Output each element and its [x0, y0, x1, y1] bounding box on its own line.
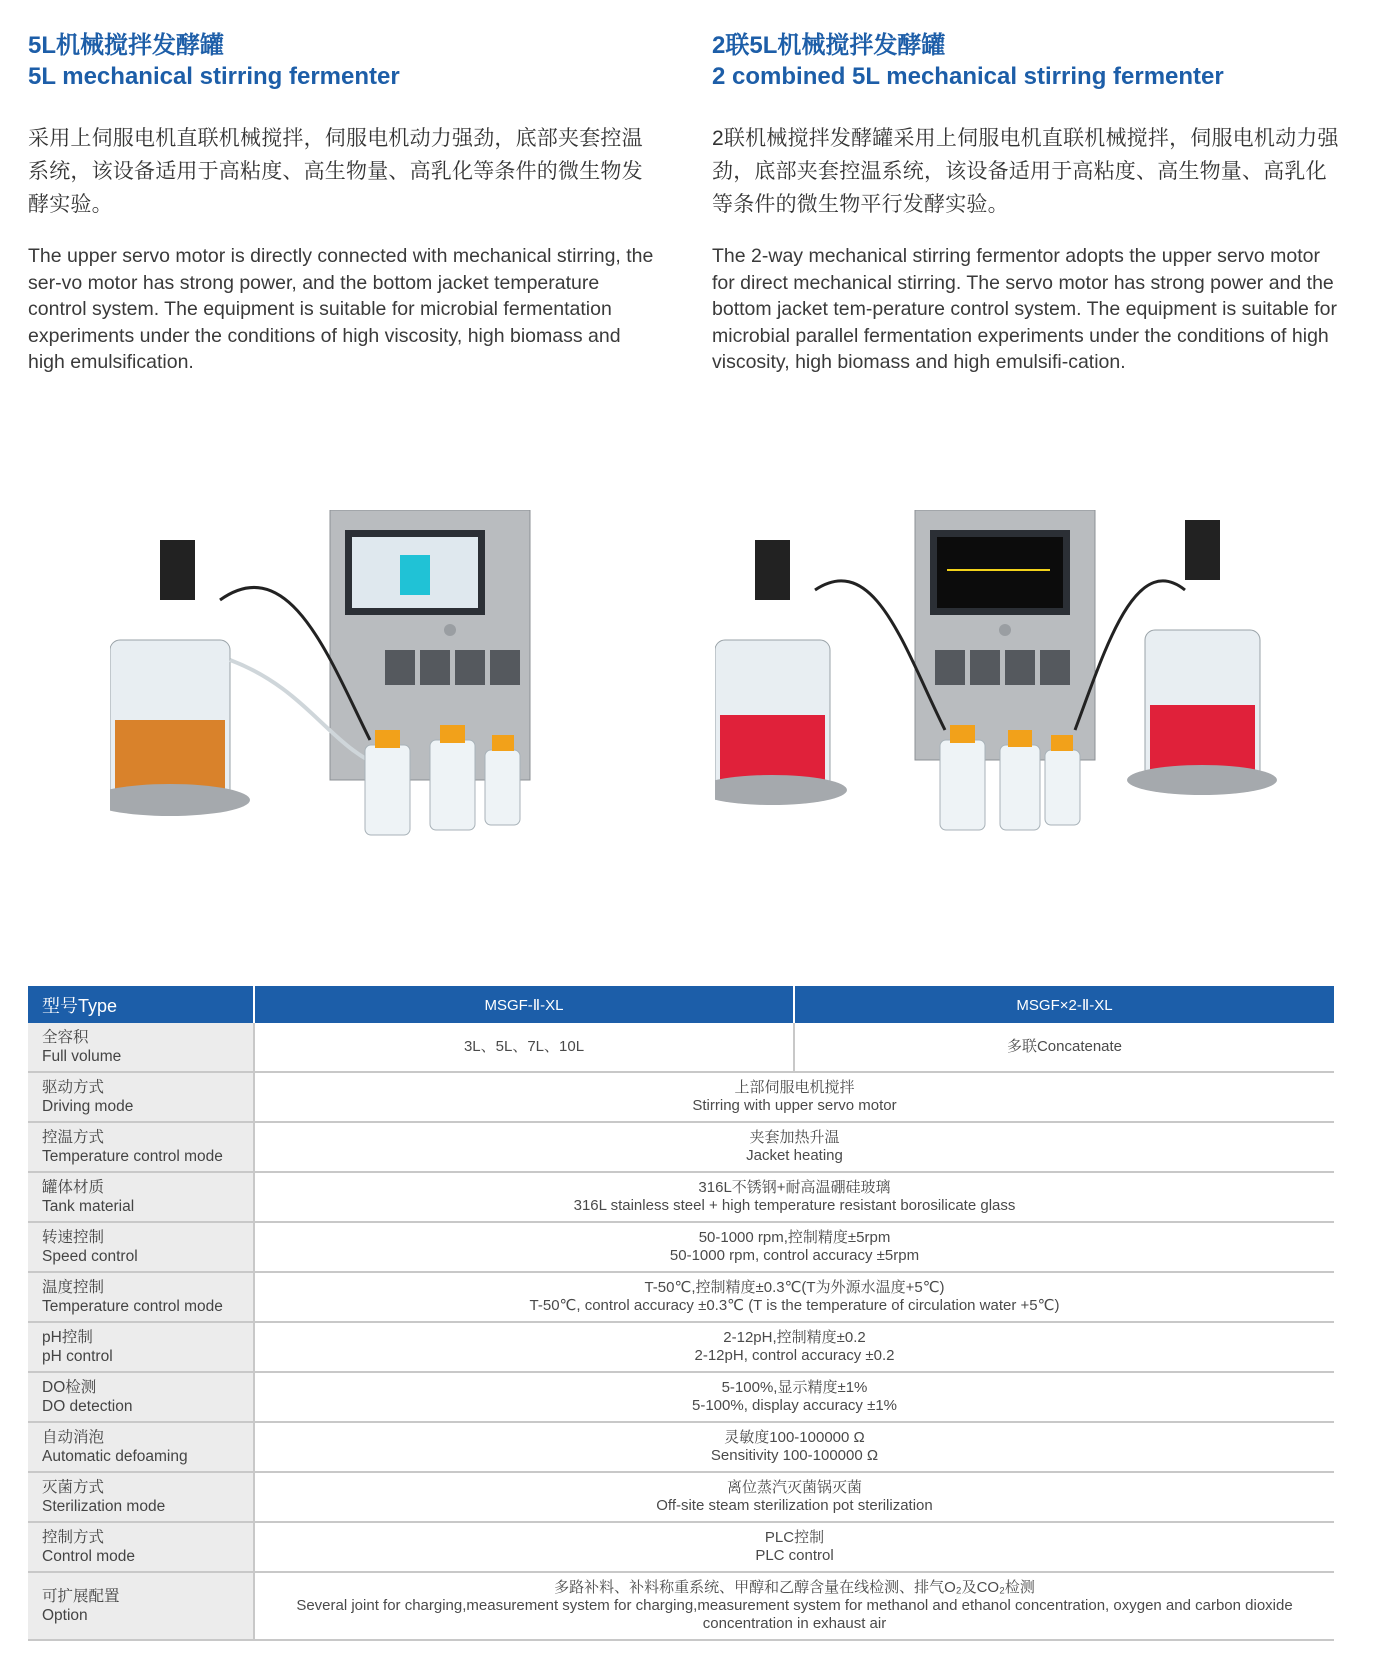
row-value	[254, 1172, 1334, 1222]
row-value-cn: 50-1000 rpm,控制精度±5rpm	[698, 1229, 891, 1246]
right-title-cn: 2联5L机械搅拌发酵罐	[712, 32, 946, 59]
row-label	[28, 1322, 254, 1372]
row-label-en: DO detection	[42, 1398, 133, 1415]
row-value-dual: 多联Concatenate	[794, 1023, 1334, 1072]
row-label-cn: 转速控制	[42, 1229, 105, 1246]
row-value-en: 2-12pH, control accuracy ±0.2	[694, 1347, 895, 1364]
row-label-en: pH control	[42, 1348, 113, 1365]
row-label	[28, 1422, 254, 1472]
row-value	[254, 1272, 1334, 1322]
row-label-cn: 自动消泡	[42, 1429, 105, 1446]
table-row	[28, 1372, 1334, 1422]
row-value-en: 5-100%, display accuracy ±1%	[692, 1397, 897, 1414]
table-row	[28, 1122, 1334, 1172]
row-label-en: Option	[42, 1607, 88, 1624]
row-value-cn: 2-12pH,控制精度±0.2	[723, 1329, 866, 1346]
header-model-single: MSGF-Ⅱ-XL	[254, 986, 794, 1023]
table-row	[28, 1172, 1334, 1222]
row-label-en: Temperature control mode	[42, 1298, 223, 1315]
table-row	[28, 1472, 1334, 1522]
row-value-cn: T-50℃,控制精度±0.3℃(T为外源水温度+5℃)	[644, 1279, 945, 1296]
row-value-en: Jacket heating	[746, 1147, 843, 1164]
row-value-en: 50-1000 rpm, control accuracy ±5rpm	[669, 1247, 920, 1264]
row-value-cn: 夹套加热升温	[749, 1129, 840, 1146]
row-value	[254, 1522, 1334, 1572]
row-label	[28, 1172, 254, 1222]
row-value	[254, 1422, 1334, 1472]
header-model-dual: MSGF×2-Ⅱ-XL	[794, 986, 1334, 1023]
row-value	[254, 1322, 1334, 1372]
table-row	[28, 1023, 1334, 1072]
row-label-en: Temperature control mode	[42, 1148, 223, 1165]
row-label	[28, 1072, 254, 1122]
row-label	[28, 1023, 254, 1072]
row-value	[254, 1472, 1334, 1522]
row-label-cn: 控制方式	[42, 1529, 105, 1546]
table-row	[28, 1522, 1334, 1572]
red-broth-left	[720, 715, 825, 780]
row-value-en: T-50℃, control accuracy ±0.3℃ (T is the temperature of circulation water +5℃)	[529, 1297, 1060, 1314]
row-label-en: Automatic defoaming	[42, 1448, 188, 1465]
row-value-cn: PLC控制	[764, 1529, 825, 1546]
row-value-en: Off-site steam sterilization pot sterilization	[656, 1497, 933, 1514]
right-description-en: The 2-way mechanical stirring fermentor adopts the upper servo motor for direct mechanical stirring. The servo motor has strong power and the bottom jacket tem-perature control system. The equipment is suitable for microbial parallel fermentation experiments under the conditions of high viscosity, high biomass and high emulsifi-cation.	[712, 245, 1338, 373]
table-row	[28, 1222, 1334, 1272]
row-label	[28, 1472, 254, 1522]
row-label-en: Control mode	[42, 1548, 136, 1565]
row-label	[28, 1122, 254, 1172]
row-value	[254, 1372, 1334, 1422]
row-label	[28, 1572, 254, 1640]
row-label-cn: 温度控制	[42, 1279, 105, 1296]
row-label-cn: pH控制	[42, 1329, 93, 1346]
row-label-en: Tank material	[42, 1198, 135, 1215]
left-description-en: The upper servo motor is directly connected with mechanical stirring, the ser-vo motor has strong power, and the bottom jacket temperature control system. The equipment is suitable for microbial fermentation experiments under the conditions of high viscosity, high biomass and high emulsification.	[28, 245, 654, 373]
row-value	[254, 1222, 1334, 1272]
row-label	[28, 1372, 254, 1422]
right-title-en: 2 combined 5L mechanical stirring fermenter	[712, 63, 1224, 90]
row-value-en: 316L stainless steel + high temperature resistant borosilicate glass	[573, 1197, 1016, 1214]
row-value-en: Several joint for charging,measurement system for charging,measurement system for methanol and ethanol concentration, oxygen and carbon dioxide concentration in exhaust air	[296, 1597, 1293, 1632]
row-value-cn: 灵敏度100-100000 Ω	[724, 1429, 865, 1446]
row-label-cn: 可扩展配置	[42, 1588, 120, 1605]
dual-fermenter-photo	[715, 510, 1335, 890]
row-value-en: PLC control	[755, 1547, 834, 1564]
row-label-en: Driving mode	[42, 1098, 134, 1115]
table-row	[28, 1272, 1334, 1322]
row-label-en: Sterilization mode	[42, 1498, 166, 1515]
row-label	[28, 1272, 254, 1322]
row-value-en: Sensitivity 100-100000 Ω	[710, 1447, 879, 1464]
row-value-cn: 5-100%,显示精度±1%	[721, 1379, 868, 1396]
row-value-cn: 316L不锈钢+耐高温硼硅玻璃	[698, 1179, 891, 1196]
row-value-cn: 上部伺服电机搅拌	[734, 1079, 855, 1096]
left-title-cn: 5L机械搅拌发酵罐	[28, 32, 225, 59]
row-value-cn: 离位蒸汽灭菌锅灭菌	[726, 1479, 862, 1496]
row-label-cn: 控温方式	[42, 1129, 105, 1146]
row-label-en: Full volume	[42, 1048, 122, 1065]
left-description-cn: 采用上伺服电机直联机械搅拌，伺服电机动力强劲，底部夹套控温系统，该设备适用于高粘度、高生物量、高乳化等条件的微生物发酵实验。	[28, 127, 643, 216]
row-value-cn: 多路补料、补料称重系统、甲醇和乙醇含量在线检测、排气O₂及CO₂检测	[554, 1579, 1035, 1596]
left-product-column	[28, 30, 658, 376]
row-label-cn: 驱动方式	[42, 1079, 105, 1096]
row-value-single: 3L、5L、7L、10L	[254, 1023, 794, 1072]
single-fermenter-photo	[110, 510, 730, 890]
row-label-cn: DO检测	[42, 1379, 97, 1396]
specification-table	[28, 986, 1334, 1641]
table-header-row	[28, 986, 1334, 1023]
row-label-cn: 全容积	[42, 1029, 89, 1046]
row-value	[254, 1072, 1334, 1122]
orange-broth	[115, 720, 225, 790]
table-row	[28, 1422, 1334, 1472]
red-broth-right	[1150, 705, 1255, 770]
row-label-cn: 罐体材质	[42, 1179, 105, 1196]
table-row	[28, 1072, 1334, 1122]
row-value-en: Stirring with upper servo motor	[692, 1097, 897, 1114]
table-row	[28, 1322, 1334, 1372]
right-description-cn: 2联机械搅拌发酵罐采用上伺服电机直联机械搅拌，伺服电机动力强劲，底部夹套控温系统，该设备适用于高粘度、高生物量、高乳化等条件的微生物平行发酵实验。	[712, 127, 1339, 216]
table-row	[28, 1572, 1334, 1640]
row-value	[254, 1572, 1334, 1640]
row-label-en: Speed control	[42, 1248, 138, 1265]
left-title-en: 5L mechanical stirring fermenter	[28, 63, 400, 90]
row-label	[28, 1522, 254, 1572]
header-type: 型号Type	[28, 986, 254, 1023]
row-value	[254, 1122, 1334, 1172]
row-label	[28, 1222, 254, 1272]
row-label-cn: 灭菌方式	[42, 1479, 105, 1496]
right-product-column	[712, 30, 1342, 376]
